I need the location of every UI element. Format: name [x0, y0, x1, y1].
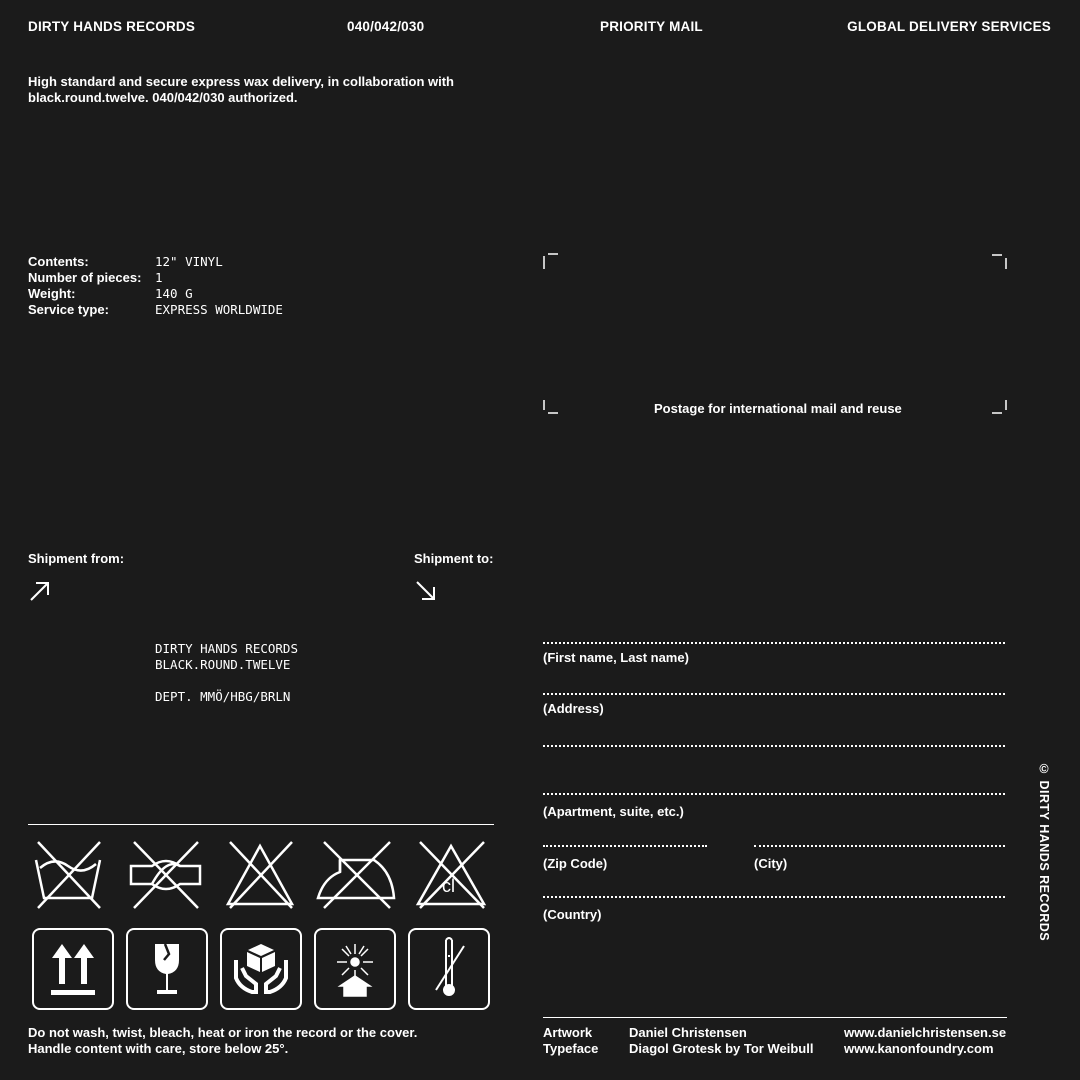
zip-field-label: (Zip Code) — [543, 856, 608, 871]
sender-line: DEPT. MMÖ/HBG/BRLN — [155, 689, 291, 704]
spec-label: Weight: — [28, 286, 76, 301]
sender-address — [155, 641, 298, 705]
this-way-up-icon — [32, 928, 114, 1010]
spec-value: 12" VINYL — [155, 254, 223, 269]
apartment-field-label: (Apartment, suite, etc.) — [543, 804, 684, 819]
arrow-up-right-icon — [28, 579, 52, 603]
spec-row — [28, 286, 283, 302]
intro-line-2: black.round.twelve. 040/042/030 authorized. — [28, 90, 298, 105]
credits-links — [844, 1025, 1006, 1057]
credits-names — [629, 1025, 813, 1057]
keep-from-heat-icon — [314, 928, 396, 1010]
care-note-line-1: Do not wash, twist, bleach, heat or iron the record or the cover. — [28, 1025, 418, 1040]
zip-field-line[interactable] — [543, 845, 707, 847]
artwork-website-link[interactable]: www.danielchristensen.se — [844, 1025, 1007, 1040]
service-title: PRIORITY MAIL — [600, 19, 703, 34]
city-field-line[interactable] — [754, 845, 1005, 847]
city-field-label: (City) — [754, 856, 788, 871]
apartment-field-line[interactable] — [543, 793, 1005, 795]
copyright-side-text: © DIRTY HANDS RECORDS — [1037, 762, 1051, 942]
intro-text — [28, 74, 454, 106]
svg-text:cl: cl — [442, 876, 455, 896]
spec-value: 140 G — [155, 286, 193, 301]
address-field-line[interactable] — [543, 693, 1005, 695]
do-not-iron-icon — [316, 838, 388, 912]
country-field-label: (Country) — [543, 907, 602, 922]
handle-with-care-icon — [220, 928, 302, 1010]
postage-corner-bottom-left-icon — [540, 398, 560, 418]
temperature-limit-icon — [408, 928, 490, 1010]
shipment-from-label: Shipment from: — [28, 551, 125, 566]
country-field-line[interactable] — [543, 896, 1005, 898]
address-field-label: (Address) — [543, 701, 604, 716]
fragile-icon — [126, 928, 208, 1010]
no-chlorine-icon — [414, 838, 486, 912]
shipment-specs — [28, 254, 283, 318]
postage-corner-top-right-icon — [990, 252, 1010, 272]
address-line-2-field-line[interactable] — [543, 745, 1005, 747]
brand-name: DIRTY HANDS RECORDS — [28, 19, 196, 34]
postage-corner-top-left-icon — [540, 252, 560, 272]
credits-divider — [543, 1017, 1007, 1018]
name-field-line[interactable] — [543, 642, 1005, 644]
reference-code: 040/042/030 — [347, 19, 425, 34]
artwork-name: Daniel Christensen — [629, 1025, 747, 1040]
typeface-label: Typeface — [543, 1041, 599, 1056]
sender-line: BLACK.ROUND.TWELVE — [155, 657, 291, 672]
typeface-website-link[interactable]: www.kanonfoundry.com — [844, 1041, 994, 1056]
spec-label: Contents: — [28, 254, 89, 269]
spec-label: Service type: — [28, 302, 109, 317]
do-not-bleach-icon — [224, 838, 296, 912]
spec-row — [28, 302, 283, 318]
do-not-wash-icon — [32, 838, 104, 912]
name-field-label: (First name, Last name) — [543, 650, 689, 665]
spec-value: 1 — [155, 270, 163, 285]
postage-caption: Postage for international mail and reuse — [654, 401, 902, 416]
arrow-down-right-icon — [414, 579, 438, 603]
postage-corner-bottom-right-icon — [990, 398, 1010, 418]
shipment-to-label: Shipment to: — [414, 551, 494, 566]
care-divider — [28, 824, 494, 825]
typeface-name: Diagol Grotesk by Tor Weibull — [629, 1041, 814, 1056]
care-note-line-2: Handle content with care, store below 25°. — [28, 1041, 289, 1056]
care-note — [28, 1025, 417, 1057]
spec-row — [28, 254, 283, 270]
spec-row — [28, 270, 283, 286]
spec-value: EXPRESS WORLDWIDE — [155, 302, 283, 317]
sender-line: DIRTY HANDS RECORDS — [155, 641, 298, 656]
spec-label: Number of pieces: — [28, 270, 142, 285]
do-not-twist-icon — [128, 838, 200, 912]
global-delivery-title: GLOBAL DELIVERY SERVICES — [847, 19, 1051, 34]
artwork-label: Artwork — [543, 1025, 593, 1040]
intro-line-1: High standard and secure express wax delivery, in collaboration with — [28, 74, 454, 89]
credits-labels — [543, 1025, 598, 1057]
